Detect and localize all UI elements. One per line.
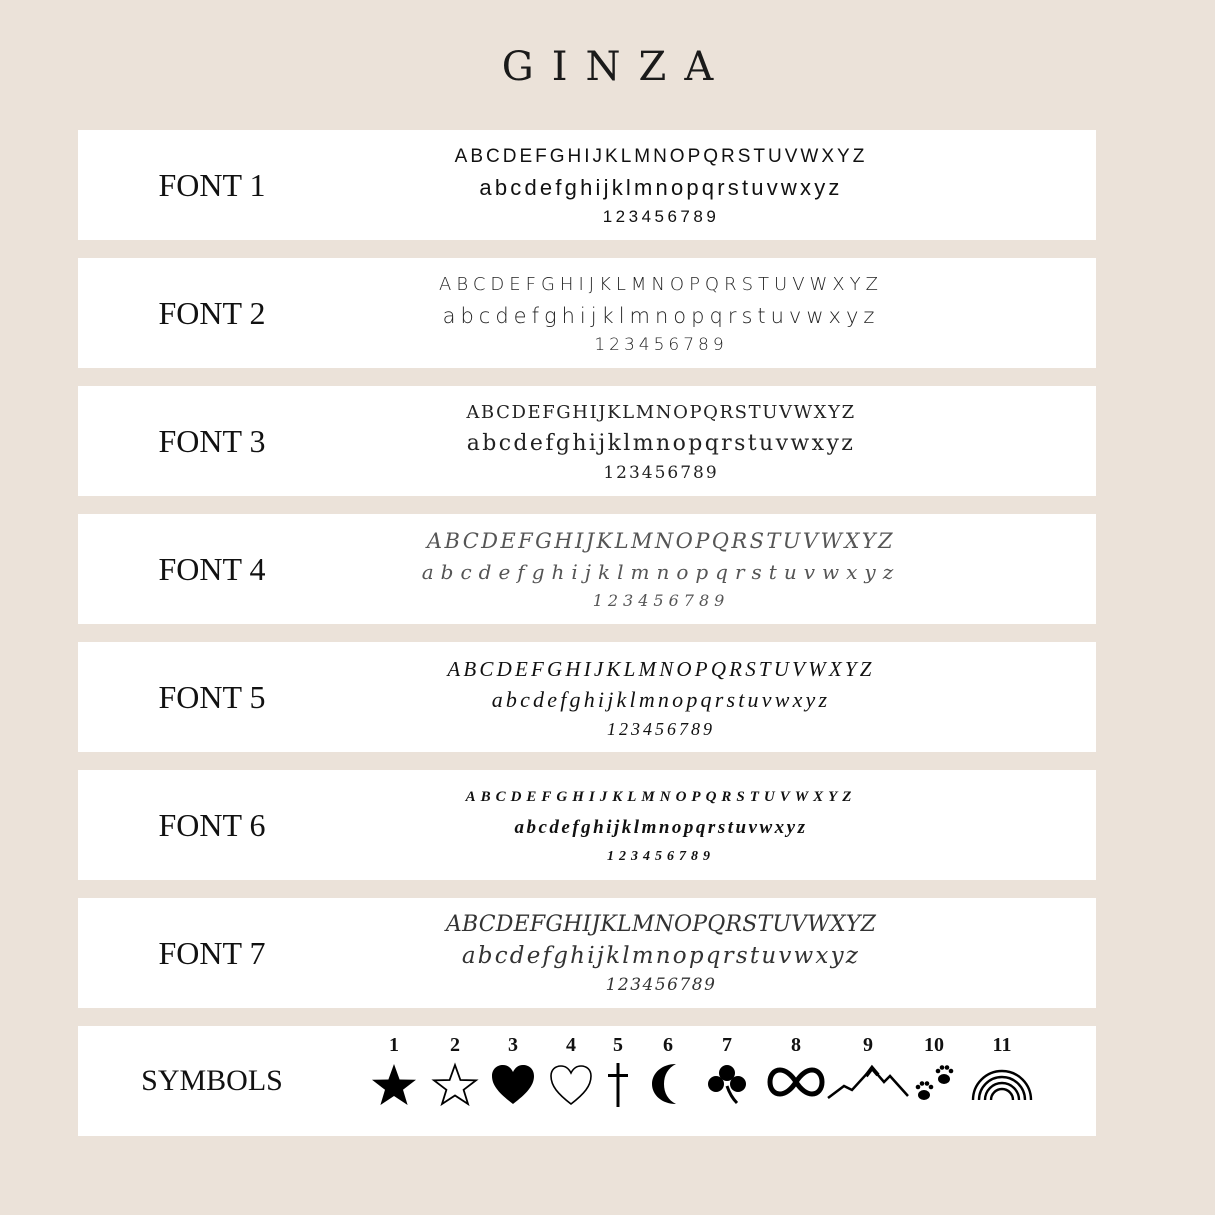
symbols-row <box>78 1026 1096 1136</box>
font-label: FONT 3 <box>158 423 266 459</box>
uppercase-sample: ABCDEFGHIJKLMNOPQRSTUVWXYZ <box>439 274 883 295</box>
symbol-number: 7 <box>722 1034 732 1056</box>
crescent-moon-icon <box>648 1062 688 1106</box>
star-filled-icon <box>370 1062 418 1106</box>
digits-sample: 123456789 <box>592 591 730 610</box>
font-label: FONT 6 <box>158 807 266 843</box>
font-row-3[interactable] <box>78 386 1096 496</box>
symbol-option-10[interactable] <box>902 1032 966 1106</box>
lowercase-sample: abcdefghijklmnopqrstuvwxyz <box>514 817 808 838</box>
font-label: FONT 7 <box>158 935 266 971</box>
font-sample <box>378 398 944 486</box>
infinity-icon <box>767 1062 825 1102</box>
digits-sample: 123456789 <box>603 463 719 483</box>
symbol-number: 8 <box>791 1034 801 1056</box>
uppercase-sample: ABCDEFGHIJKLMNOPQRSTUVWXYZ <box>447 657 875 681</box>
lowercase-sample: abcdefghijklmnopqrstuvwxyz <box>491 687 831 712</box>
digits-sample: 123456789 <box>607 849 715 864</box>
symbol-option-7[interactable] <box>695 1032 759 1106</box>
font-row-1[interactable] <box>78 130 1096 240</box>
uppercase-sample: ABCDEFGHIJKLMNOPQRSTUVWXYZ <box>466 402 856 423</box>
symbol-option-1[interactable] <box>362 1032 426 1106</box>
font-row-2[interactable] <box>78 258 1096 368</box>
symbol-option-6[interactable] <box>636 1032 700 1106</box>
font-label: FONT 2 <box>158 295 266 331</box>
font-row-5[interactable] <box>78 642 1096 752</box>
font-label: FONT 1 <box>158 167 266 203</box>
symbols-label: SYMBOLS <box>141 1064 283 1097</box>
font-sample <box>378 270 944 358</box>
symbol-option-11[interactable] <box>970 1032 1034 1102</box>
shamrock-icon <box>705 1062 749 1106</box>
rainbow-icon <box>970 1062 1034 1102</box>
digits-sample: 123456789 <box>602 207 720 226</box>
mountains-icon <box>826 1062 910 1102</box>
font-sample <box>378 142 944 230</box>
font-sample <box>378 654 944 742</box>
uppercase-sample: ABCDEFGHIJKLMNOPQRSTUVWXYZ <box>445 912 877 937</box>
font-row-6[interactable] <box>78 770 1096 880</box>
symbol-option-9[interactable] <box>825 1032 911 1102</box>
symbol-option-3[interactable] <box>481 1032 545 1106</box>
symbol-number: 4 <box>566 1034 576 1056</box>
font-label: FONT 5 <box>158 679 266 715</box>
font-row-7[interactable] <box>78 898 1096 1008</box>
digits-sample: 123456789 <box>594 335 728 355</box>
heart-filled-icon <box>490 1062 536 1106</box>
paw-prints-icon <box>910 1062 958 1106</box>
symbol-option-8[interactable] <box>764 1032 828 1102</box>
font-sample <box>378 526 944 614</box>
symbol-number: 1 <box>389 1034 399 1056</box>
symbol-number: 2 <box>450 1034 460 1056</box>
brand-title: GINZA <box>501 44 732 90</box>
digits-sample: 123456789 <box>607 719 715 739</box>
uppercase-sample: ABCDEFGHIJKLMNOPQRSTUVWXYZ <box>426 529 896 553</box>
symbol-option-2[interactable] <box>423 1032 487 1106</box>
lowercase-sample: abcdefghijklmnopqrstuvwxyz <box>442 304 880 328</box>
cross-icon <box>603 1062 633 1108</box>
uppercase-sample: ABCDEFGHIJKLMNOPQRSTUVWXYZ <box>454 146 868 167</box>
symbol-number: 6 <box>663 1034 673 1056</box>
lowercase-sample: abcdefghijklmnopqrstuvwxyz <box>421 560 901 584</box>
font-sample <box>378 782 944 870</box>
symbol-number: 11 <box>992 1034 1012 1056</box>
uppercase-sample: ABCDEFGHIJKLMNOPQRSTUVWXYZ <box>465 789 857 805</box>
font-sample <box>378 910 944 998</box>
lowercase-sample: abcdefghijklmnopqrstuvwxyz <box>461 943 861 969</box>
lowercase-sample: abcdefghijklmnopqrstuvwxyz <box>479 175 843 200</box>
symbol-number: 9 <box>863 1034 873 1056</box>
font-row-4[interactable] <box>78 514 1096 624</box>
star-outline-icon <box>431 1062 479 1106</box>
digits-sample: 123456789 <box>605 975 717 995</box>
symbol-number: 3 <box>508 1034 518 1056</box>
font-label: FONT 4 <box>158 551 266 587</box>
symbol-number: 10 <box>924 1034 944 1056</box>
lowercase-sample: abcdefghijklmnopqrstuvwxyz <box>466 431 856 456</box>
symbol-number: 5 <box>613 1034 623 1056</box>
